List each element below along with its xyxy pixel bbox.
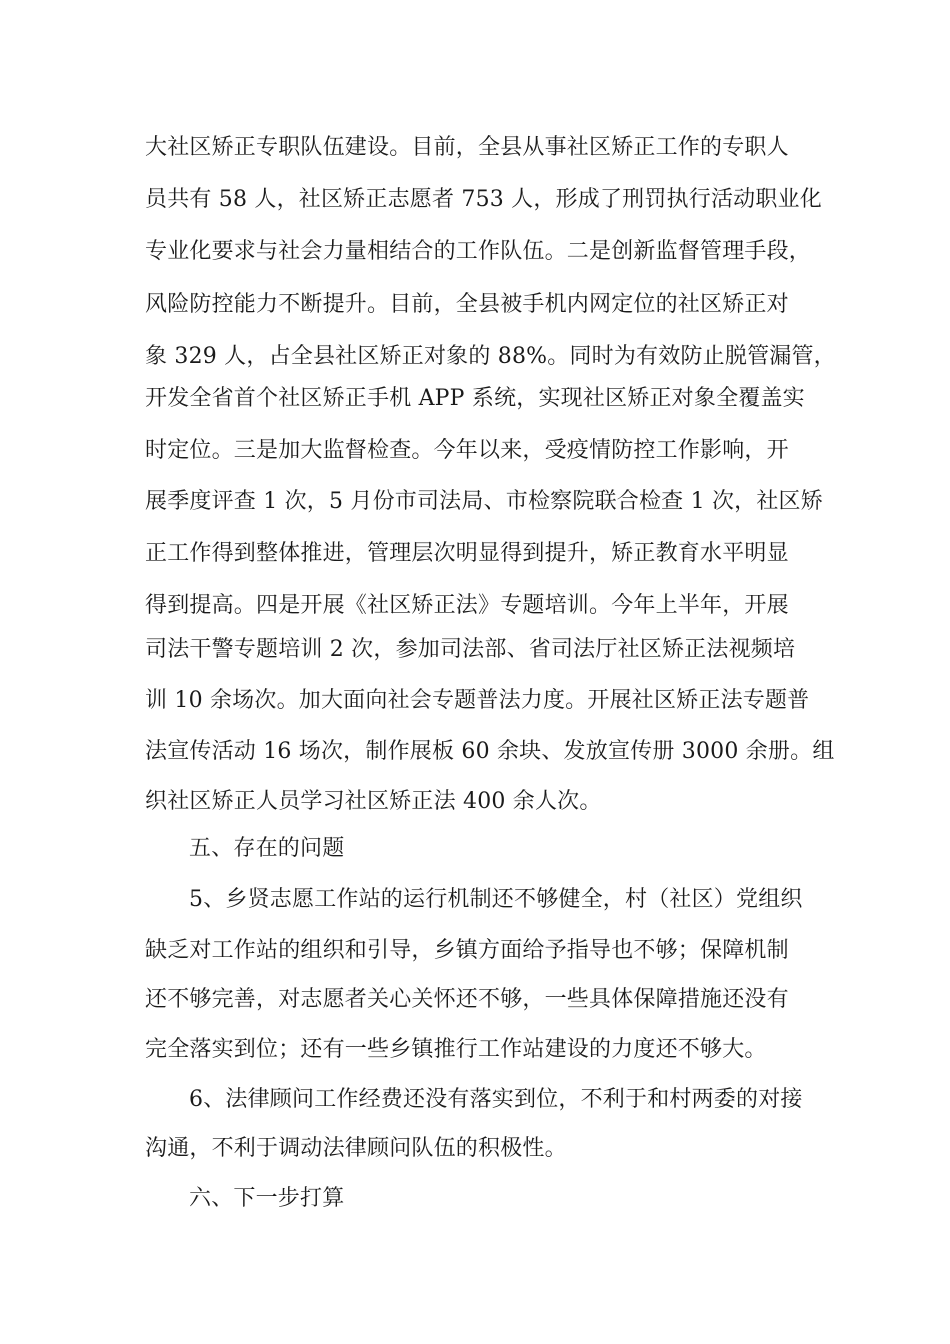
paragraph-line: 员共有 58 人，社区矫正志愿者 753 人，形成了刑罚执行活动职业化 (145, 187, 822, 212)
paragraph-line: 缺乏对工作站的组织和引导，乡镇方面给予指导也不够；保障机制 (145, 938, 789, 963)
section-heading-problems: 五、存在的问题 (189, 836, 345, 861)
paragraph-line: 展季度评查 1 次，5 月份市司法局、市检察院联合检查 1 次，社区矫 (145, 489, 823, 514)
paragraph-line: 完全落实到位；还有一些乡镇推行工作站建设的力度还不够大。 (145, 1037, 767, 1062)
paragraph-line: 得到提高。四是开展《社区矫正法》专题培训。今年上半年，开展 (145, 593, 789, 618)
paragraph-line: 训 10 余场次。加大面向社会专题普法力度。开展社区矫正法专题普 (145, 688, 810, 713)
paragraph-line: 6、法律顾问工作经费还没有落实到位，不利于和村两委的对接 (189, 1087, 803, 1112)
paragraph-line: 法宣传活动 16 场次，制作展板 60 余块、发放宣传册 3000 余册。组 (145, 739, 835, 764)
paragraph-line: 5、乡贤志愿工作站的运行机制还不够健全，村（社区）党组织 (189, 887, 803, 912)
paragraph-line: 专业化要求与社会力量相结合的工作队伍。二是创新监督管理手段， (145, 239, 812, 264)
paragraph-line: 沟通，不利于调动法律顾问队伍的积极性。 (145, 1136, 567, 1161)
paragraph-line: 织社区矫正人员学习社区矫正法 400 余人次。 (145, 789, 602, 814)
paragraph-line: 象 329 人，占全县社区矫正对象的 88%。同时为有效防止脱管漏管， (145, 344, 836, 369)
paragraph-line: 还不够完善，对志愿者关心关怀还不够，一些具体保障措施还没有 (145, 987, 789, 1012)
paragraph-line: 大社区矫正专职队伍建设。目前，全县从事社区矫正工作的专职人 (145, 135, 789, 160)
paragraph-line: 风险防控能力不断提升。目前，全县被手机内网定位的社区矫正对 (145, 292, 789, 317)
paragraph-line: 正工作得到整体推进，管理层次明显得到提升，矫正教育水平明显 (145, 541, 789, 566)
paragraph-line: 开发全省首个社区矫正手机 APP 系统，实现社区矫正对象全覆盖实 (145, 386, 805, 411)
paragraph-line: 司法干警专题培训 2 次，参加司法部、省司法厅社区矫正法视频培 (145, 637, 796, 662)
section-heading-next-steps: 六、下一步打算 (189, 1186, 345, 1211)
paragraph-line: 时定位。三是加大监督检查。今年以来，受疫情防控工作影响，开 (145, 438, 789, 463)
